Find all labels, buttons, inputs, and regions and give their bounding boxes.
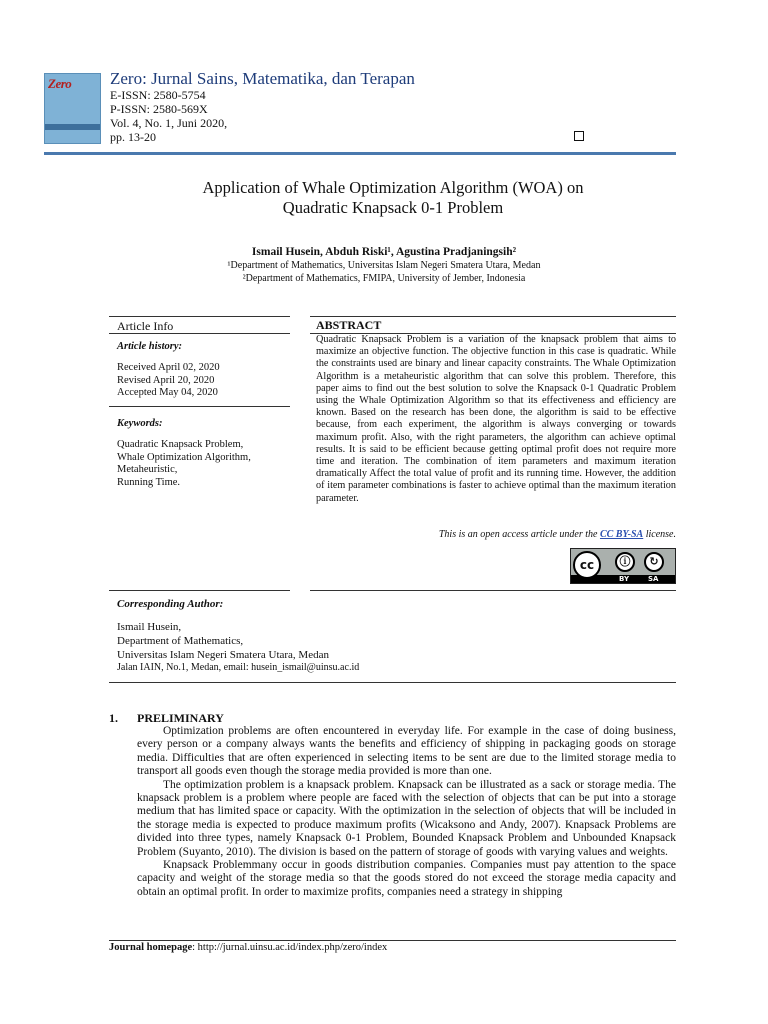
license-link[interactable]: CC BY-SA [599,529,644,540]
divider [109,682,676,683]
keyword: Metaheuristic, [117,464,178,475]
cc-by-sa-badge[interactable] [570,548,676,584]
pissn: P-ISSN: 2580-569X [110,102,208,116]
abstract-body: Quadratic Knapsack Problem is a variation of the knapsack problem that aims to maximize an objective function. The objective function in this case is quadratic. While the constraints used are binary and linear capacity constraints. The Whale Optimization Algorithm is a metaheuristic algorithm that can solve this problem. Therefore, this paper aims to find out the best solution to solve the Knapsack 0-1 Quadratic Problem using the Whale Optimization Algorithm so that its effectiveness and efficiency are known. Based on the research has been done, the algorithm is said to be effective because, from each experiment, the algorithm is always converging or towards maximum profit. Also, with the right parameters, the algorithm can achieve optimal results. It is said to be efficient because getting optimal profit does not require more time and iteration. The combination of item parameters and maximum iteration dramatically Affect the total value of profit and its running time. However, the addition of item parameter combinations is faster to achieve optimal than the maximum iteration parameter. [316,334,676,504]
journal-title: Zero: Jurnal Sains, Matematika, dan Terapan [110,69,415,88]
paper-title [110,178,676,218]
paragraph: Optimization problems are often encountered in everyday life. For example in the case of doing business, every person or a company always wants the benefits and efficiency of shipping in packaging goods on storage media. Difficulties that are often experienced in selecting items to be sent are due to the limited storage media to transport all goods even though the storage media provided is more than one. [137,725,676,778]
corresponding-heading: Corresponding Author: [117,598,224,610]
divider [310,316,676,317]
corresponding-address: Jalan IAIN, No.1, Medan, email: husein_ismail@uinsu.ac.id [117,662,360,673]
article-info-heading: Article Info [117,319,174,333]
received-date: Received April 02, 2020 [117,362,220,373]
badge-sa-label: SA [648,575,659,583]
divider [109,333,290,334]
homepage-label: Journal homepage [109,942,193,953]
history-label: Article history: [117,341,183,352]
corresponding-univ: Universitas Islam Negeri Smatera Utara, Medan [117,649,329,661]
square-icon [574,131,584,141]
divider [109,406,290,407]
keyword: Running Time. [117,477,181,488]
cc-icon: cc [573,551,601,579]
corresponding-name: Ismail Husein, [117,621,182,633]
paper-title-line1: Application of Whale Optimization Algorithm (WOA) on [202,178,584,197]
paragraph: Knapsack Problemmany occur in goods distribution companies. Companies must pay attention to the space capacity and weight of the storage media so that the goods stored do not exceed the storage media capacity and obtain an optimal profit. In order to maximize profits, companies need a strategy in shipping [137,859,676,898]
section-body [137,725,676,899]
keywords-label: Keywords: [117,418,163,429]
eissn: E-ISSN: 2580-5754 [110,88,206,102]
divider [109,316,290,317]
homepage-url[interactable]: : http://jurnal.uinsu.ac.id/index.php/zero/index [192,942,388,953]
accepted-date: Accepted May 04, 2020 [117,387,218,398]
abstract-heading: ABSTRACT [316,318,382,332]
revised-date: Revised April 20, 2020 [117,375,215,386]
paper-title-line2: Quadratic Knapsack 0-1 Problem [282,198,504,217]
journal-homepage [109,942,387,953]
corresponding-dept: Department of Mathematics, [117,635,244,647]
volume-info: Vol. 4, No. 1, Juni 2020, [110,116,228,130]
divider [310,590,676,591]
affiliation-1: ¹Department of Mathematics, Universitas Islam Negeri Smatera Utara, Medan [227,260,541,271]
divider [109,590,290,591]
header-rule [44,152,676,155]
section-title: PRELIMINARY [137,711,224,725]
authors: Ismail Husein, Abduh Riski¹, Agustina Pradjaningsih² [251,246,517,258]
license-suffix: license. [643,529,676,540]
cover-logo: Zero [48,76,72,91]
affiliation-2: ²Department of Mathematics, FMIPA, University of Jember, Indonesia [242,273,526,284]
journal-cover-image [44,73,101,144]
section-number: 1. [109,711,118,725]
page-range: pp. 13-20 [110,130,156,144]
keyword: Whale Optimization Algorithm, [117,452,251,463]
share-alike-icon: ↻ [644,552,664,572]
attribution-icon: ⓘ [615,552,635,572]
cover-band [45,124,100,130]
badge-by-label: BY [619,575,630,583]
keyword: Quadratic Knapsack Problem, [117,439,244,450]
paragraph: The optimization problem is a knapsack problem. Knapsack can be illustrated as a sack or storage media. The knapsack problem is a problem where people are faced with the selection of objects that can be put into a storage medium that has limited space or capacity. With the optimization in the selection of objects that will be included in the storage media is expected to produce maximum profits (Wicaksono and Andy, 2007). Knapsack Problems are divided into three types, namely Knapsack 0-1 Problem, Bounded Knapsack Problem and Unbounded Knapsack Problem (Suyanto, 2010). The division is based on the pattern of storage of goods with varying values and weights. [137,778,676,858]
license-prefix: This is an open access article under the [438,529,600,540]
license-statement [316,529,676,540]
footer-rule [109,940,676,941]
